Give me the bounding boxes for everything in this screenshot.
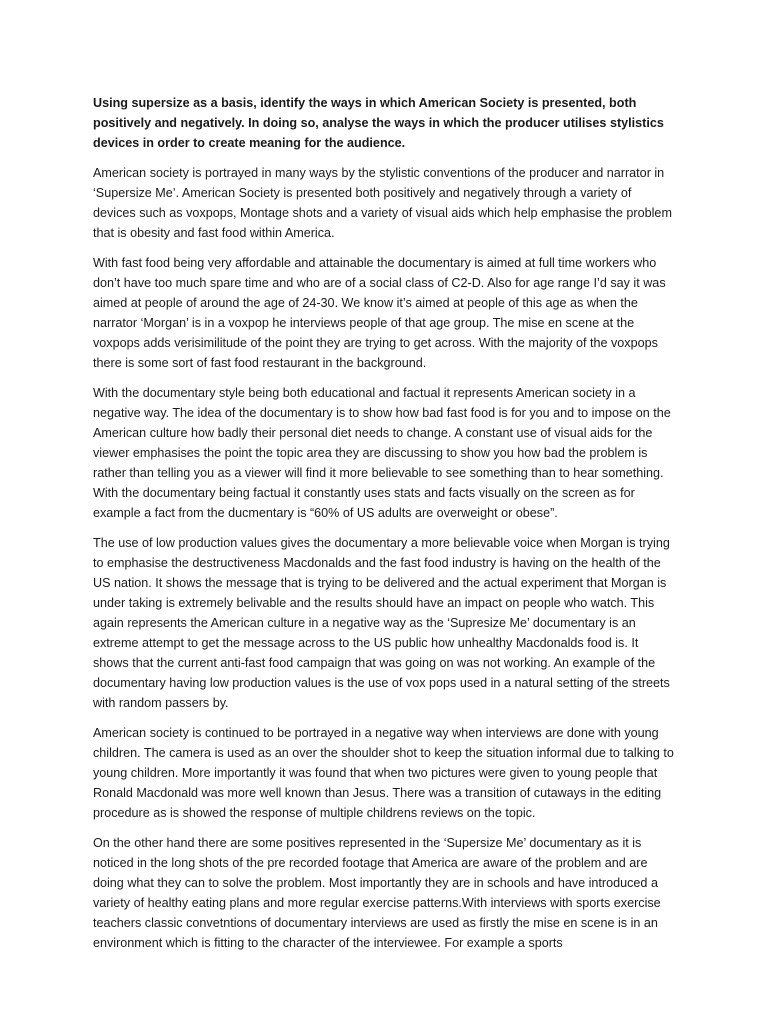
paragraph-production-values: The use of low production values gives the documentary a more believable voice when Morgan is trying to emphasise the destructiveness Macdonalds and the fast food industry is having on the health of the US nation. It shows the message that is trying to be delivered and the actual experiment that Morgan is under taking is extremely belivable and the results should have an impact on people who watch. This again represents the American culture in a negative way as the ‘Supresize Me’ documentary is an extreme attempt to get the message across to the US public how unhealthy Macdonalds food is. It shows that the current anti-fast food campaign that was going on was not working. An example of the documentary having low production values is the use of vox pops used in a natural setting of the streets with random passers by. xyxy=(93,536,670,710)
paragraph-intro: American society is portrayed in many ways by the stylistic conventions of the producer and narrator in ‘Supersize Me’. American Society is presented both positively and negatively through a variety of devices such as voxpops, Montage shots and a variety of visual aids which help emphasise the problem that is obesity and fast food within America. xyxy=(93,166,672,240)
paragraph-audience: With fast food being very affordable and attainable the documentary is aimed at full time workers who don’t have too much spare time and who are of a social class of C2-D. Also for age range I’d say it was aimed at people of around the age of 24-30. We know it’s aimed at people of this age as when the narrator ‘Morgan’ is in a voxpop he interviews people of that age group. The mise en scene at the voxpops adds verisimilitude of the point they are trying to get across. With the majority of the voxpops there is some sort of fast food restaurant in the background. xyxy=(93,256,666,370)
document-body xyxy=(93,93,677,963)
paragraph-positives: On the other hand there are some positives represented in the ‘Supersize Me’ documentary as it is noticed in the long shots of the pre recorded footage that America are aware of the problem and are doing what they can to solve the problem. Most importantly they are in schools and have introduced a variety of healthy eating plans and more regular exercise patterns.With interviews with sports exercise teachers classic convetntions of documentary interviews are used as firstly the mise en scene is in an environment which is fitting to the character of the interviewee. For example a sports xyxy=(93,836,661,950)
paragraph-documentary-style: With the documentary style being both educational and factual it represents American society in a negative way. The idea of the documentary is to show how bad fast food is for you and to impose on the American culture how badly their personal diet needs to change. A constant use of visual aids for the viewer emphasises the point the topic area they are discussing to show you how bad the problem is rather than telling you as a viewer will find it more believable to see something than to hear something. With the documentary being factual it constantly uses stats and facts visually on the screen as for example a fact from the ducmentary is “60% of US adults are overweight or obese”. xyxy=(93,386,671,520)
paragraph-children-interviews: American society is continued to be portrayed in a negative way when interviews are done with young children. The camera is used as an over the shoulder shot to keep the situation informal due to talking to young children. More importantly it was found that when two pictures were given to young people that Ronald Macdonald was more well known than Jesus. There was a transition of cutaways in the editing procedure as is showed the response of multiple childrens reviews on the topic. xyxy=(93,726,674,820)
essay-question: Using supersize as a basis, identify the ways in which American Society is presented, both positively and negatively. In doing so, analyse the ways in which the producer utilises stylistics devices in order to create meaning for the audience. xyxy=(93,96,664,150)
